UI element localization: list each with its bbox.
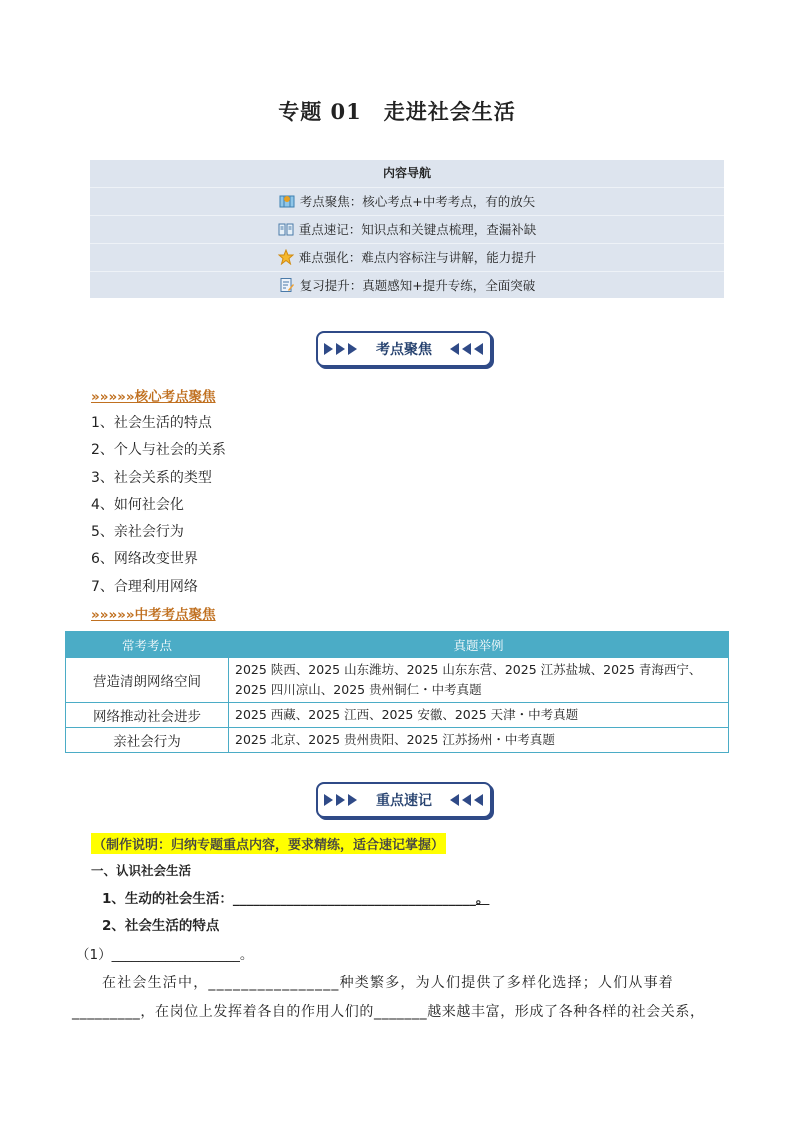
column-header: 真题举例 [229, 632, 729, 658]
list-item: 7、合理利用网络 [91, 578, 198, 595]
star-icon [278, 247, 294, 263]
section-heading: 一、认识社会生活 [91, 863, 192, 878]
table-row [66, 703, 729, 728]
table-row [66, 728, 729, 753]
table-header [66, 632, 729, 658]
page-title: 专题 01 走进社会生活 [278, 99, 516, 124]
table-cell-topic: 网络推动社会进步 [66, 703, 229, 728]
exam-table [65, 631, 729, 753]
table-cell-topic: 亲社会行为 [66, 728, 229, 753]
production-note: （制作说明：归纳专题重点内容，要求精练，适合速记掌握） [91, 833, 446, 854]
triple-right-arrow-icon [324, 343, 358, 355]
nav-item-difficulty[interactable]: 难点强化：难点内容标注与讲解，能力提升 [90, 244, 724, 272]
list-item: 4、如何社会化 [91, 496, 184, 513]
exam-heading: »»»»»中考考点聚焦 [91, 607, 216, 623]
fill-in-line: 1、生动的社会生活：____________________________________。 [102, 891, 490, 907]
nav-item-review[interactable]: 复习提升：真题感知+提升专练，全面突破 [90, 272, 724, 299]
book-icon [278, 219, 294, 235]
fill-in-item: （1）___________________。 [76, 947, 254, 963]
table-cell-topic: 营造清朗网络空间 [66, 658, 229, 703]
list-item: 6、网络改变世界 [91, 551, 198, 568]
table-cell-examples: 2025 西藏、2025 江西、2025 安徽、2025 天津・中考真题 [229, 703, 729, 728]
edit-note-icon [279, 275, 295, 291]
list-item: 1、社会生活的特点 [91, 415, 212, 431]
core-topic-list [91, 410, 226, 601]
list-item: 2、个人与社会的关系 [91, 442, 226, 459]
content-navigation [90, 160, 724, 298]
map-pin-icon [279, 191, 295, 207]
table-cell-examples: 2025 北京、2025 贵州贵阳、2025 江苏扬州・中考真题 [229, 728, 729, 753]
section-button-memo[interactable] [316, 782, 492, 818]
table-cell-examples: 2025 陕西、2025 山东潍坊、2025 山东东营、2025 江苏盐城、2025 青海西宁、2025 四川凉山、2025 贵州铜仁・中考真题 [229, 658, 729, 703]
column-header: 常考考点 [66, 632, 229, 658]
triple-right-arrow-icon [324, 794, 358, 806]
table-row [66, 658, 729, 703]
list-item: 5、亲社会行为 [91, 524, 184, 541]
section-label: 重点速记 [376, 793, 432, 809]
core-heading: »»»»»核心考点聚焦 [91, 389, 216, 405]
section-label: 考点聚焦 [376, 342, 432, 358]
nav-heading: 内容导航 [90, 160, 724, 188]
section-button-focus[interactable] [316, 331, 492, 367]
triple-left-arrow-icon [450, 794, 484, 806]
paragraph-line: 在社会生活中，________________种类繁多，为人们提供了多样化选择；人们从事着 [102, 975, 674, 991]
nav-item-focus[interactable]: 考点聚焦：核心考点+中考考点，有的放矢 [90, 188, 724, 216]
list-item: 3、社会关系的类型 [91, 469, 212, 486]
paragraph-line: _________，在岗位上发挥着各自的作用人们的_______越来越丰富，形成了各种各样的社会关系， [72, 1004, 705, 1020]
triple-left-arrow-icon [450, 343, 484, 355]
nav-item-memo[interactable]: 重点速记：知识点和关键点梳理，查漏补缺 [90, 216, 724, 244]
subsection-heading: 2、社会生活的特点 [102, 918, 220, 934]
